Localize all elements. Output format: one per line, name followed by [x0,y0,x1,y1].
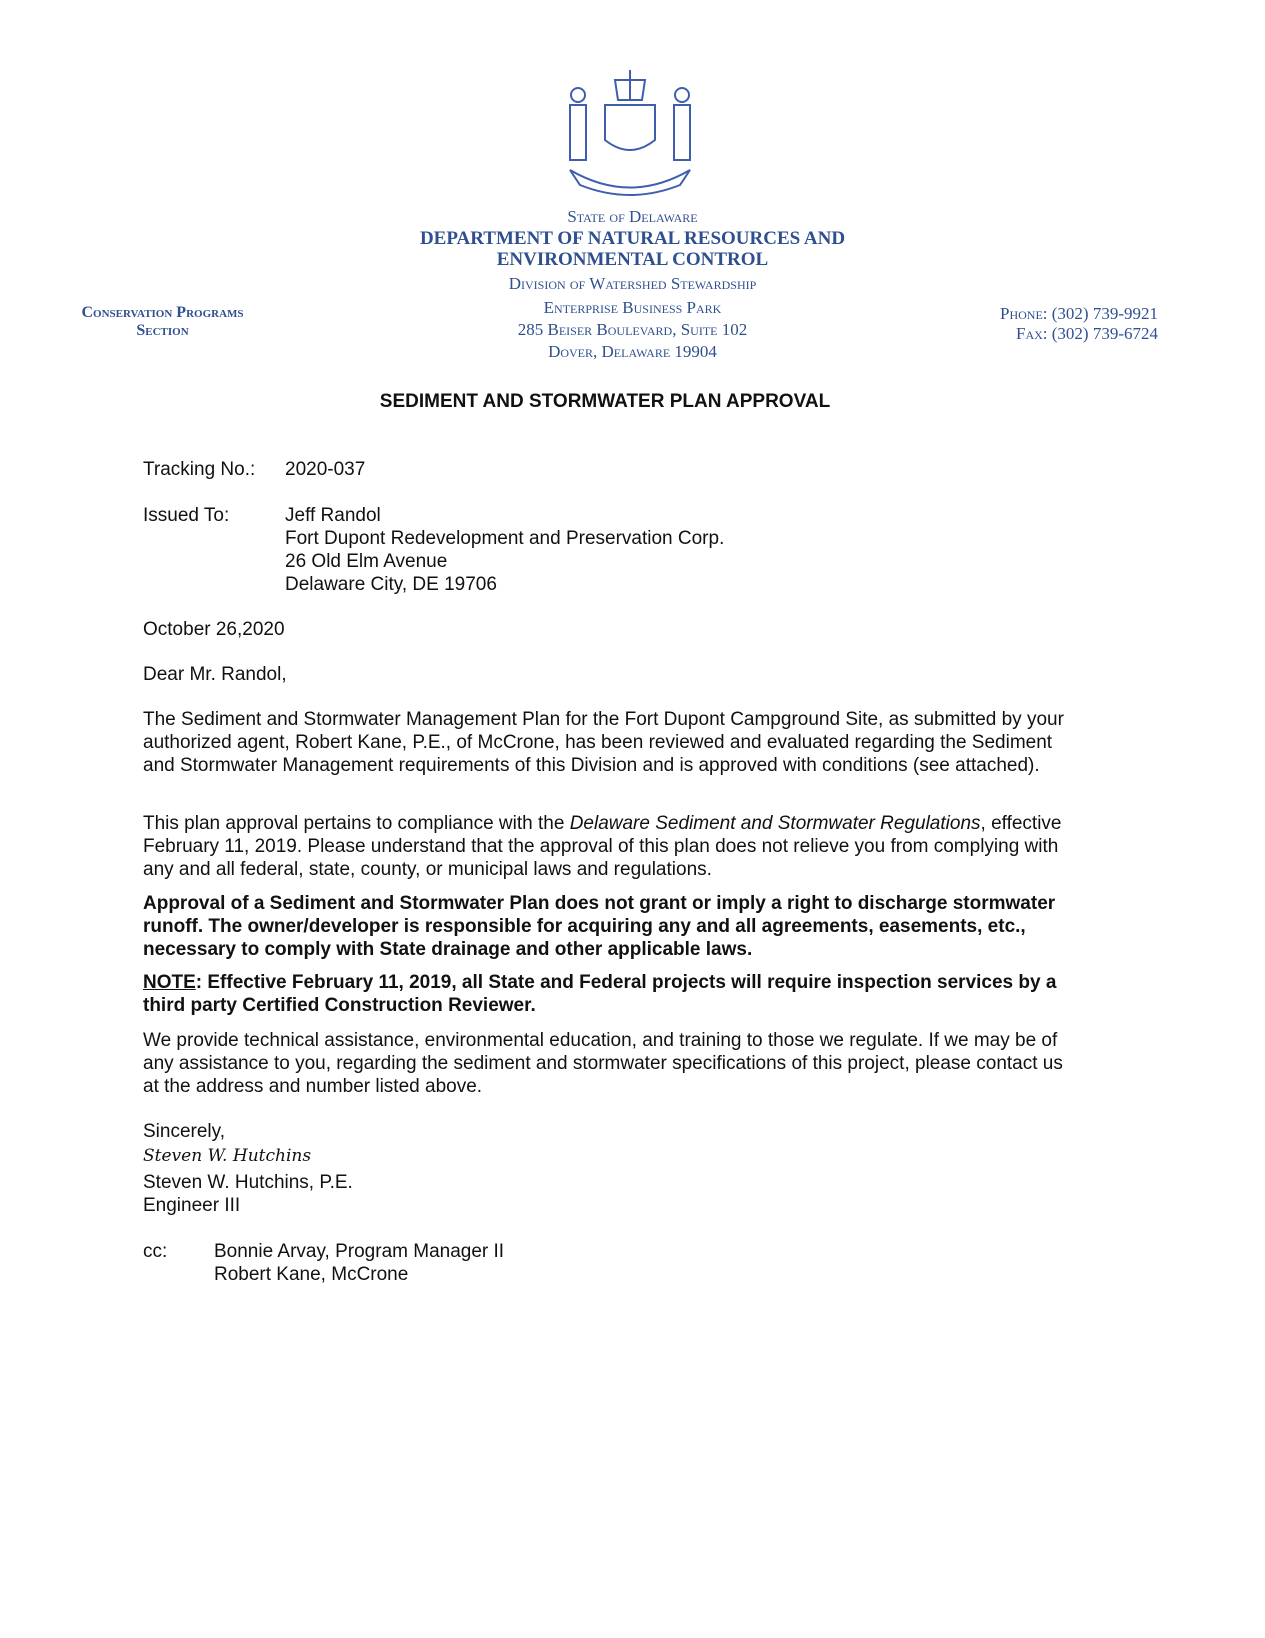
paragraph-regulations [143,812,1083,881]
recipient-name: Jeff Randol [285,505,381,526]
contact-info [930,304,1158,344]
recipient-street: 26 Old Elm Avenue [285,551,448,572]
phone-number: (302) 739-9921 [1051,304,1158,323]
document-title: SEDIMENT AND STORMWATER PLAN APPROVAL [379,391,831,412]
paragraph-note [143,971,1083,1017]
cc-recipient: Robert Kane, McCrone [214,1264,409,1285]
cc-list [214,1240,504,1286]
cc-recipient: Bonnie Arvay, Program Manager II [214,1241,505,1262]
department-name-line2: ENVIRONMENTAL CONTROL [496,249,769,270]
tracking-label: Tracking No.: [143,459,256,480]
street-address: 285 Beiser Boulevard, Suite 102 [517,320,748,339]
paragraph-discharge-warning: Approval of a Sediment and Stormwater Plan does not grant or imply a right to discharge stormwater runoff. The owner/developer is responsible for acquiring any and all agreements, easements, etc., necessary to comply with State drainage and other applicable laws. [143,893,1056,960]
fax-label: Fax: [1016,324,1048,343]
note-label: NOTE [143,972,196,993]
signer-title: Engineer III [143,1195,241,1216]
section-name [40,304,285,340]
division-name: Division of Watershed Stewardship [508,274,757,293]
tracking-number: 2020-037 [285,459,366,480]
para2-text-end: , effective February 11, 2019. Please understand that the approval of this plan does not relieve you from complying with any and all federal, state, county, or municipal laws and regulations. [143,813,1062,880]
note-text: : Effective February 11, 2019, all State and Federal projects will require inspection services by a third party Certified Construction Reviewer. [143,972,1057,1016]
issued-to-label: Issued To: [143,505,230,526]
state-name: State of Delaware [567,207,698,226]
recipient-address [285,504,724,596]
para2-text: This plan approval pertains to compliance with the [143,813,570,834]
fax-number: (302) 739-6724 [1051,324,1158,343]
section-line2: Section [136,322,189,339]
closing: Sincerely, [143,1121,226,1142]
letter-date: October 26,2020 [143,619,285,640]
section-line1: Conservation Programs [81,304,244,321]
cc-label: cc: [143,1241,168,1262]
phone-label: Phone: [1000,304,1048,323]
city-address: Dover, Delaware 19904 [548,342,717,361]
recipient-city: Delaware City, DE 19706 [285,574,497,595]
signature: Steven W. Hutchins [143,1146,312,1166]
recipient-org: Fort Dupont Redevelopment and Preservation Corp. [285,528,725,549]
park-name: Enterprise Business Park [543,298,722,317]
delaware-state-seal [560,70,700,200]
signer-name: Steven W. Hutchins, P.E. [143,1172,353,1193]
salutation: Dear Mr. Randol, [143,664,287,685]
regulations-title: Delaware Sediment and Stormwater Regulations [569,813,981,834]
paragraph-assistance: We provide technical assistance, environmental education, and training to those we regulate. If we may be of any assistance to you, regarding the sediment and stormwater specifications of this project, please contact us at the address and number listed above. [143,1030,1063,1097]
paragraph-plan-approved: The Sediment and Stormwater Management Plan for the Fort Dupont Campground Site, as submitted by your authorized agent, Robert Kane, P.E., of McCrone, has been reviewed and evaluated regarding the Sediment and Stormwater Management requirements of this Division and is approved with conditions (see attached). [143,709,1064,776]
department-name-line1: DEPARTMENT OF NATURAL RESOURCES AND [419,228,846,249]
